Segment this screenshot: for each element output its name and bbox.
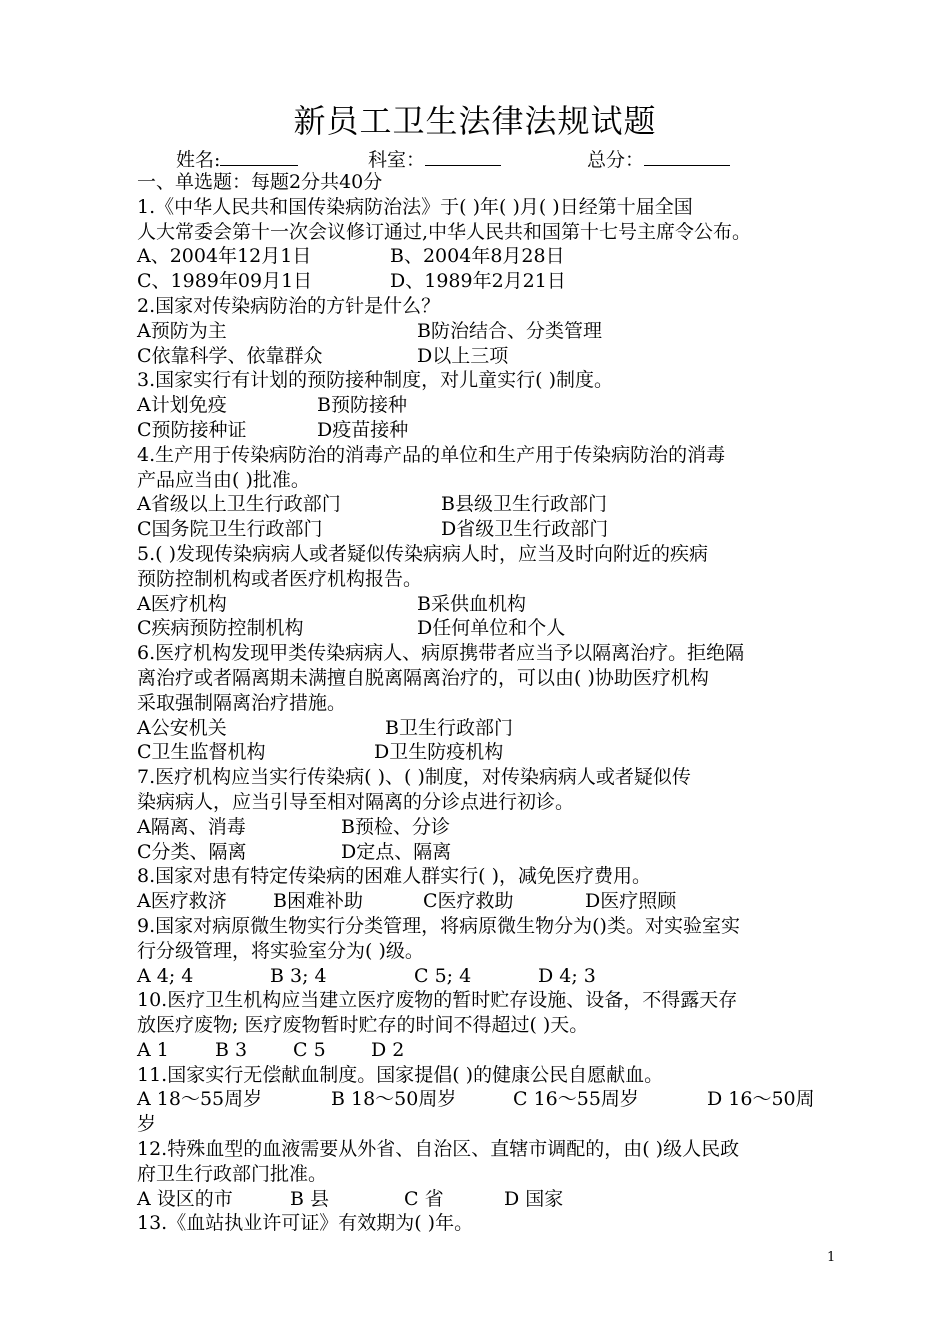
question-text: 11.国家实行无偿献血制度。国家提倡( )的健康公民自愿献血。 — [137, 1063, 664, 1086]
option-c[interactable]: C预防接种证 — [137, 418, 247, 441]
option-b[interactable]: B困难补助 — [273, 890, 363, 913]
question-text: 离治疗或者隔离期未满擅自脱离隔离治疗的，可以由( )协助医疗机构 — [137, 666, 709, 689]
option-c[interactable]: C 省 — [404, 1187, 444, 1210]
question-text: 3.国家实行有计划的预防接种制度，对儿童实行( )制度。 — [137, 369, 613, 392]
option-c[interactable]: C卫生监督机构 — [137, 741, 266, 764]
question-text: 产品应当由( )批准。 — [137, 468, 310, 491]
option-d[interactable]: D省级卫生行政部门 — [441, 518, 609, 541]
option-a[interactable]: A医疗机构 — [137, 592, 227, 615]
option-row — [137, 344, 857, 369]
score-blank[interactable] — [644, 147, 730, 166]
question-text: 6.医疗机构发现甲类传染病病人、病原携带者应当予以隔离治疗。拒绝隔 — [137, 642, 745, 665]
question-text: 采取强制隔离治疗措施。 — [137, 691, 347, 714]
option-row — [137, 319, 857, 344]
question-6 — [137, 641, 857, 765]
option-row — [137, 592, 857, 617]
option-d[interactable]: D、1989年2月21日 — [390, 270, 566, 293]
option-row — [137, 418, 857, 443]
option-b[interactable]: B 3; 4 — [270, 964, 327, 987]
question-9 — [137, 914, 857, 988]
question-4 — [137, 443, 857, 542]
option-d[interactable]: D 国家 — [504, 1187, 564, 1210]
option-c[interactable]: C国务院卫生行政部门 — [137, 518, 323, 541]
option-c[interactable]: C、1989年09月1日 — [137, 270, 313, 293]
option-a[interactable]: A省级以上卫生行政部门 — [137, 493, 341, 516]
option-d[interactable]: D 2 — [371, 1038, 405, 1061]
option-b[interactable]: B采供血机构 — [417, 592, 526, 615]
exam-content — [137, 170, 857, 1236]
option-row — [137, 1038, 857, 1063]
question-text: 7.医疗机构应当实行传染病( )、( )制度，对传染病病人或者疑似传 — [137, 766, 691, 789]
option-c[interactable]: C疾病预防控制机构 — [137, 617, 304, 640]
option-a[interactable]: A公安机关 — [137, 716, 227, 739]
option-d[interactable]: D以上三项 — [417, 344, 509, 367]
question-text: 9.国家对病原微生物实行分类管理，将病原微生物分为()类。对实验室实 — [137, 914, 740, 937]
option-b[interactable]: B 18～50周岁 — [331, 1088, 457, 1111]
option-row — [137, 815, 857, 840]
option-b[interactable]: B 县 — [290, 1187, 330, 1210]
question-3 — [137, 368, 857, 442]
question-text: 8.国家对患有特定传染病的困难人群实行( )，减免医疗费用。 — [137, 865, 651, 888]
option-row — [137, 393, 857, 418]
option-c[interactable]: C医疗救助 — [423, 890, 514, 913]
page-title: 新员工卫生法律法规试题 — [293, 102, 657, 140]
dept-label: 科室： — [368, 149, 426, 171]
option-a[interactable]: A 设区的市 — [137, 1187, 233, 1210]
option-d[interactable]: D 16～50周 — [707, 1088, 815, 1111]
option-c[interactable]: C 5 — [293, 1038, 326, 1061]
option-b[interactable]: B防治结合、分类管理 — [417, 319, 602, 342]
option-a[interactable]: A医疗救济 — [137, 890, 227, 913]
question-text: 预防控制机构或者医疗机构报告。 — [137, 567, 423, 590]
question-text: 5.( )发现传染病病人或者疑似传染病病人时，应当及时向附近的疾病 — [137, 542, 708, 565]
option-row — [137, 517, 857, 542]
option-row — [137, 889, 857, 914]
page-number: 1 — [827, 1250, 836, 1265]
option-row — [137, 616, 857, 641]
option-c[interactable]: C依靠科学、依靠群众 — [137, 344, 323, 367]
question-8 — [137, 864, 857, 914]
option-b[interactable]: B预防接种 — [317, 394, 407, 417]
option-row — [137, 1087, 857, 1112]
option-c[interactable]: C 5; 4 — [414, 964, 472, 987]
option-a[interactable]: A 1 — [137, 1038, 169, 1061]
question-text: 人大常委会第十一次会议修订通过,中华人民共和国第十七号主席令公布。 — [137, 220, 752, 243]
option-d[interactable]: D 4; 3 — [538, 964, 596, 987]
option-b[interactable]: B预检、分诊 — [341, 815, 450, 838]
option-b[interactable]: B、2004年8月28日 — [390, 245, 565, 268]
question-text: 13.《血站执业许可证》有效期为( )年。 — [137, 1212, 474, 1235]
question-text: 行分级管理，将实验室分为( )级。 — [137, 939, 424, 962]
option-b[interactable]: B县级卫生行政部门 — [441, 493, 607, 516]
option-a[interactable]: A、2004年12月1日 — [137, 245, 312, 268]
option-d[interactable]: D医疗照顾 — [585, 890, 677, 913]
option-row — [137, 964, 857, 989]
question-1 — [137, 195, 857, 294]
dept-blank[interactable] — [425, 147, 501, 166]
question-text: 2.国家对传染病防治的方针是什么？ — [137, 294, 441, 317]
option-d[interactable]: D卫生防疫机构 — [374, 741, 504, 764]
option-d[interactable]: D疫苗接种 — [317, 418, 409, 441]
option-row — [137, 740, 857, 765]
score-label: 总分： — [587, 149, 645, 171]
option-c[interactable]: C 16～55周岁 — [513, 1088, 639, 1111]
option-a[interactable]: A 4; 4 — [137, 964, 194, 987]
score-field[interactable] — [587, 145, 730, 172]
question-11 — [137, 1063, 857, 1137]
option-a[interactable]: A预防为主 — [137, 319, 227, 342]
question-10 — [137, 988, 857, 1062]
question-text: 4.生产用于传染病防治的消毒产品的单位和生产用于传染病防治的消毒 — [137, 443, 726, 466]
question-text: 12.特殊血型的血液需要从外省、自治区、直辖市调配的，由( )级人民政 — [137, 1138, 740, 1161]
option-continuation: 岁 — [137, 1113, 157, 1136]
option-c[interactable]: C分类、隔离 — [137, 840, 247, 863]
name-label: 姓名: — [176, 149, 221, 171]
question-7 — [137, 765, 857, 864]
option-d[interactable]: D定点、隔离 — [341, 840, 452, 863]
option-row — [137, 716, 857, 741]
question-12 — [137, 1137, 857, 1211]
option-row — [137, 492, 857, 517]
option-b[interactable]: B 3 — [215, 1038, 248, 1061]
question-5 — [137, 542, 857, 641]
option-a[interactable]: A隔离、消毒 — [137, 815, 246, 838]
name-field[interactable] — [176, 145, 298, 172]
section-header: 一、单选题：每题2分共40分 — [137, 171, 383, 193]
question-text: 1.《中华人民共和国传染病防治法》于( )年( )月( )日经第十届全国 — [137, 195, 693, 218]
question-text: 染病病人，应当引导至相对隔离的分诊点进行初诊。 — [137, 790, 575, 813]
option-d[interactable]: D任何单位和个人 — [417, 617, 566, 640]
option-a[interactable]: A 18～55周岁 — [137, 1088, 263, 1111]
question-text: 府卫生行政部门批准。 — [137, 1162, 328, 1185]
option-a[interactable]: A计划免疫 — [137, 394, 227, 417]
option-row — [137, 269, 857, 294]
option-row — [137, 1187, 857, 1212]
question-13 — [137, 1211, 857, 1236]
option-row — [137, 840, 857, 865]
option-row — [137, 244, 857, 269]
question-text: 10.医疗卫生机构应当建立医疗废物的暂时贮存设施、设备，不得露天存 — [137, 989, 738, 1012]
dept-field[interactable] — [368, 145, 501, 172]
question-2 — [137, 294, 857, 368]
question-text: 放医疗废物; 医疗废物暂时贮存的时间不得超过( )天。 — [137, 1014, 589, 1037]
name-blank[interactable] — [220, 147, 298, 166]
option-b[interactable]: B卫生行政部门 — [385, 716, 513, 739]
